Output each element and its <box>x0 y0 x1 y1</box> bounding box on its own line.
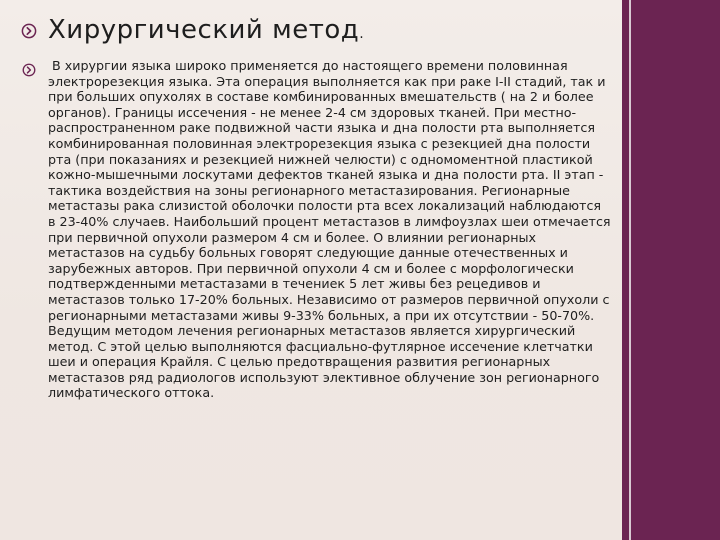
circled-chevron-icon <box>18 20 40 42</box>
body-bullet <box>18 58 612 401</box>
accent-side-strip <box>622 0 720 540</box>
accent-divider-line <box>629 0 631 540</box>
circled-chevron-icon <box>18 59 40 81</box>
title-row <box>18 14 612 58</box>
slide-title: Хирургический метод <box>48 15 360 45</box>
slide-content <box>18 14 612 401</box>
slide-title-suffix: . <box>359 26 364 42</box>
body-paragraph: В хирургии языка широко применяется до настоящего времени половинная электрорезекция языка. Эта операция выполняется как при раке I-II стадий, так и при больших опухолях в составе комбинированных вмешательств ( на 2 и более органов). Границы иссечения - не менее 2-4 см здоровых тканей. При местно-распространенном раке подвижной части языка и дна полости рта выполняется комбинированная половинная электрорезекция языка с резекцией дна полости рта (при показаниях и резекцией нижней челюсти) с одномоментной пластикой кожно-мышечными лоскутами дефектов тканей языка и дна полости рта. II этап - тактика воздействия на зоны регионарного метастазирования. Регионарные метастазы рака слизистой оболочки полости рта всех локализаций наблюдаются в 23-40% случаев. Наибольший процент метастазов в лимфоузлах шеи отмечается при первичной опухоли размером 4 см и более. О влиянии регионарных метастазов на судьбу больных говорят следующие данные отечественных и зарубежных авторов. При первичной опухоли 4 см и более с морфологически подтвержденными метастазами в течениек 5 лет живы без рецедивов и метастазов только 17-20% больных. Независимо от размеров первичной опухоли с регионарными метастазами живы 9-33% больных, а при их отсутствии - 50-70%. Ведущим методом лечения регионарных метастазов является хирургический метод. С этой целью выполняются фасциально-футлярное иссечение клетчатки шеи и операция Крайля. С целью предотвращения развития регионарных метастазов ряд радиологов используют элективное облучение зон регионарного лимфатического оттока. <box>48 58 611 401</box>
